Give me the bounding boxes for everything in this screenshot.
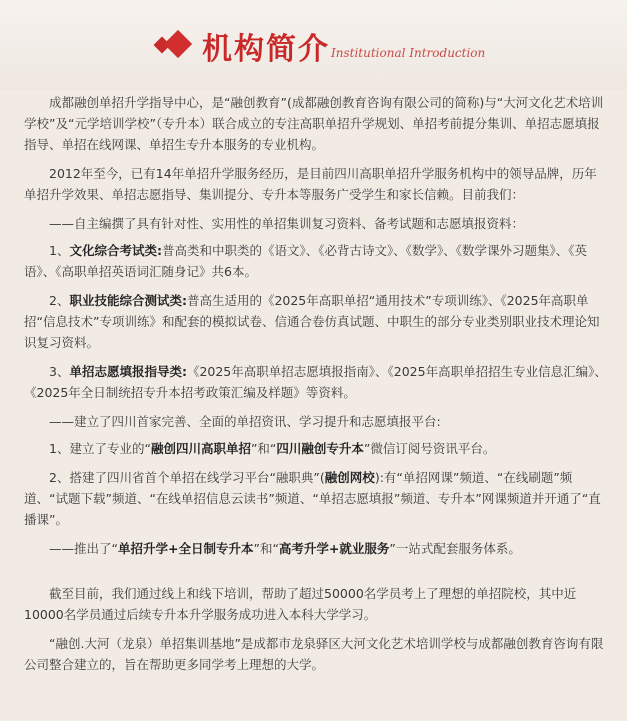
materials-item-3: 3、单招志愿填报指导类:《2025年高职单招志愿填报指南》、《2025年高职单招招生专业信息汇编》、《2025年全日制统招专升本招考政策汇编及样题》等资料。 <box>24 364 607 400</box>
page-title: 机构简介 <box>202 32 330 67</box>
intro-paragraph-3: ——自主编撰了具有针对性、实用性的单招集训复习资料、备考试题和志愿填报资料： <box>49 216 525 231</box>
header-banner <box>0 0 627 90</box>
intro-content <box>24 92 608 683</box>
page-subtitle: Institutional Introduction <box>331 46 486 60</box>
materials-item-1-title: 文化综合考试类: <box>69 243 162 258</box>
intro-paragraph-2: 2012年至今，已有14年单招升学服务经历，是目前四川高职单招升学服务机构中的领导品牌，历年单招升学效果、单招志愿指导、集训提分、专升本等服务广受学生和家长信赖。目前我们： <box>24 166 597 202</box>
base-paragraph: “融创.大河（龙泉）单招集训基地”是成都市龙泉驿区大河文化艺术培训学校与成都融创教育咨询有限公司整合建立的，旨在帮助更多同学考上理想的大学。 <box>24 636 604 672</box>
platform-item-2: 2、搭建了四川省首个单招在线学习平台“融职典”(融创网校):有“单招网课”频道、“在线刷题”频道、“试题下载”频道、“在线单招信息云读书”频道、“单招志愿填报”频道、专升本”网课频道并开通了“直播课”。 <box>24 470 601 527</box>
platform-item-1: 1、建立了专业的“融创四川高职单招”和“四川融创专升本”微信订阅号资讯平台。 <box>49 441 496 456</box>
materials-item-2-title: 职业技能综合测试类: <box>69 293 187 308</box>
results-paragraph: 截至目前，我们通过线上和线下培训，帮助了超过50000名学员考上了理想的单招院校，其中近10000名学员通过后续专升本升学服务成功进入本科大学学习。 <box>24 586 577 622</box>
service-system: ——推出了“单招升学+全日制专升本”和“高考升学+就业服务”一站式配套服务体系。 <box>49 541 521 556</box>
diamond-icon <box>156 33 196 57</box>
materials-item-3-title: 单招志愿填报指导类: <box>69 364 187 379</box>
intro-paragraph-1: 成都融创单招升学指导中心，是“融创教育”(成都融创教育咨询有限公司的简称)与“大河文化艺术培训学校”及“元学培训学校”（专升本）联合成立的专注高职单招升学规划、单招考前提分集训、单招志愿填报指导、单招在线网课、单招生专升本服务的专业机构。 <box>24 95 604 152</box>
materials-item-2: 2、职业技能综合测试类:普高生适用的《2025年高职单招“通用技术”专项训练》、《2025年高职单招“信息技术”专项训练》和配套的模拟试卷、信通合卷仿真试题、中职生的部分专业类别职业技术理论知识复习资料。 <box>24 293 600 350</box>
intro-paragraph-platform: ——建立了四川首家完善、全面的单招资讯、学习提升和志愿填报平台: <box>49 414 441 429</box>
materials-item-1: 1、文化综合考试类:普高类和中职类的《语文》、《必背古诗文》、《数学》、《数学课外习题集》、《英语》、《高职单招英语词汇随身记》共6本。 <box>24 243 587 279</box>
